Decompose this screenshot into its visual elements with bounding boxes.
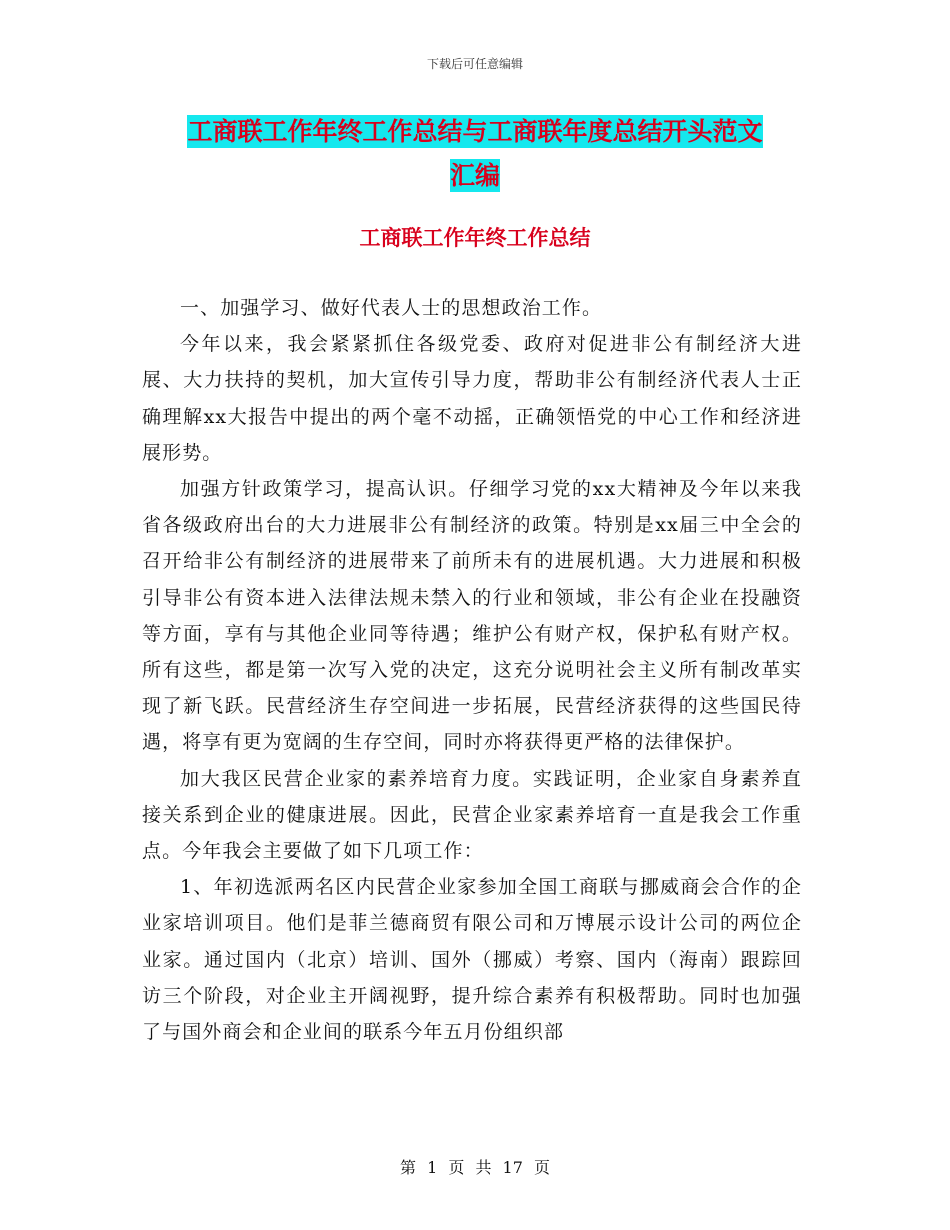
paragraph: 加强方针政策学习，提高认识。仔细学习党的xx大精神及今年以来我省各级政府出台的大力进展非公有制经济的政策。特别是xx届三中全会的召开给非公有制经济的进展带来了前所未有的进展机遇。大力进展和积极引导非公有资本进入法律法规未禁入的行业和领域，非公有企业在投融资等方面，享有与其他企业同等待遇；维护公有财产权，保护私有财产权。所有这些，都是第一次写入党的决定，这充分说明社会主义所有制改革实现了新飞跃。民营经济生存空间进一步拓展，民营经济获得的这些国民待遇，将享有更为宽阔的生存空间，同时亦将获得更严格的法律保护。 [142,478,802,754]
page-footer: 第 1 页 共 17 页 [400,1158,550,1177]
paragraph: 今年以来，我会紧紧抓住各级党委、政府对促进非公有制经济大进展、大力扶持的契机，加大宣传引导力度，帮助非公有制经济代表人士正确理解xx大报告中提出的两个毫不动摇，正确领悟党的中心工作和经济进展形势。 [142,333,802,464]
header-note: 下载后可任意编辑 [426,57,523,71]
paragraph: 1、年初选派两名区内民营企业家参加全国工商联与挪威商会合作的企业家培训项目。他们是菲兰德商贸有限公司和万博展示设计公司的两位企业家。通过国内（北京）培训、国外（挪威）考察、国内（海南）跟踪回访三个阶段，对企业主开阔视野，提升综合素养有积极帮助。同时也加强了与国外商会和企业间的联系今年五月份组织部 [142,876,802,1044]
paragraph: 一、加强学习、做好代表人士的思想政治工作。 [180,297,603,319]
section-title: 工商联工作年终工作总结 [359,226,591,250]
document-title [140,110,810,198]
paragraph: 加大我区民营企业家的素养培育力度。实践证明，企业家自身素养直接关系到企业的健康进展。因此，民营企业家素养培育一直是我会工作重点。今年我会主要做了如下几项工作： [142,767,802,863]
document-body [142,290,802,1050]
document-title-line1: 工商联工作年终工作总结与工商联年度总结开头范文 [187,117,763,146]
document-title-line2: 汇编 [449,161,500,190]
